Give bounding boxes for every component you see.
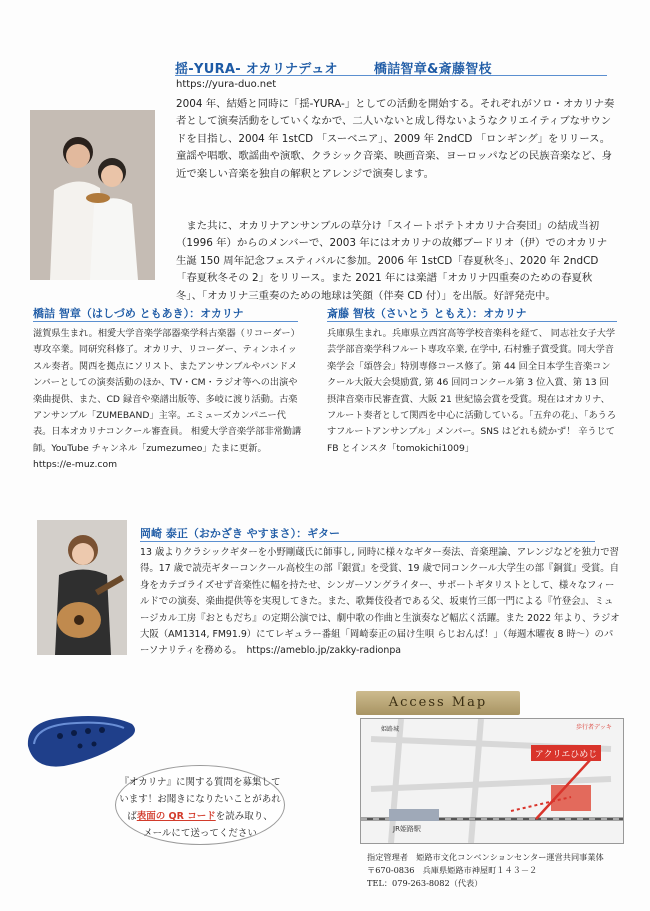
duo-url[interactable]: https://yura-duo.net [176, 79, 277, 90]
question-bubble [115, 765, 285, 845]
member1-divider [33, 321, 298, 322]
bubble-line-1: 『オカリナ』に関する質問を募集して [119, 777, 281, 788]
map-castle-label: 姫路城 [381, 726, 400, 733]
map-station-label: JR姫路駅 [393, 825, 421, 833]
info-manager: 指定管理者 姫路市文化コンベンションセンター運営共同事業体 [367, 852, 604, 862]
map-venue-label: アクリエひめじ [534, 750, 598, 760]
member2-title: 斎藤 智枝（さいとう ともえ）：オカリナ [327, 307, 527, 320]
venue-info [367, 851, 604, 890]
bubble-line-4: メールにて送ってください [143, 828, 257, 839]
intro-para-2: また共に、オカリナアンサンブルの草分け「スイートポテトオカリナ合奏団」の結成当初（1996 年）からのメンバーで、2003 年にはオカリナの故郷ブードリオ（伊）でのオカリナ生誕 150 周年記念フェスティバルに参加。2006 年 1stCD「春夏秋冬」、2020 年 2ndCD「春夏秋冬その 2」をリリース。また 2021 年には楽譜「オカリナ四重奏のための春夏秋冬」、「オカリナ三重奏のための地球は笑顔（伴奏 CD 付）」を出版。好評発売中。 [176, 220, 608, 302]
info-tel: TEL：079-263-8082（代表） [367, 878, 483, 888]
member3-divider [140, 541, 595, 542]
duo-members: 橋詰智章&斎藤智枝 [373, 62, 492, 77]
access-map-title: Access Map [356, 691, 520, 715]
ocarina-illustration [20, 700, 140, 780]
member3-bio: 13 歳よりクラシックギターを小野剛蔵氏に師事し, 同時に様々なギター奏法、音楽理論、アレンジなどを独力で習得。17 歳で読売ギターコンクール高校生の部『銀賞』を受賞、19 歳で同コンクール大学生の部『銅賞』受賞。自身をカテゴライズせず音楽性に幅を持たせ、シンガーソングライター、サポートギタリストとして、様々なフィールドでの演奏、楽曲提供等を実現してきた。また、歌舞伎役者である父、坂東竹三郎一門による『竹登会』、ミュージカル工房『おともだち』の定期公演では、劇中歌の作曲と生演奏など幅広く活躍。また 2022 年より、ラジオ大阪（AM1314, FM91.9）にてレギュラー番組「岡崎泰正の届け生唄 らじおんば！」（毎週木曜夜 8 時～）のパーソナリティを務める。 https://ameblo.jp/zakky-radionpa [140, 547, 620, 657]
info-address: 〒670-0836 兵庫県姫路市神屋町１４３－２ [367, 865, 538, 875]
access-map [360, 718, 624, 844]
bubble-line-3: ば表面の QR コードを読み取り、 [127, 811, 273, 822]
member2-bio: 兵庫県生まれ。兵庫県立西宮高等学校音楽科を経て、 同志社女子大学芸学部音楽学科フルート専攻卒業, 在学中, 石村雅子賞受賞。同大学音楽学会「頌啓会」特別専修コース修了。第 44 回全日本学生音楽コンクール大阪大会奨励賞, 第 46 回同コンクール第 3 位入賞、第 13 回摂津音楽市民審査賞、大阪 21 世紀協会賞を受賞。現在はオカリナ、フルート奏者として関西を中心に活動している。「五弁の花」、「あうろすフルートアンサンブル」メンバー。SNS はどれも続かず！ 辛うじて FB とインスタ「tomokichi1009」 [327, 328, 617, 454]
map-walkway-label: 歩行者デッキ [576, 724, 612, 731]
guitarist-photo [37, 520, 127, 655]
header-divider [175, 75, 607, 76]
bubble-line-2: います！お聞きになりたいことがあれ [119, 794, 281, 805]
member1-bio: 滋賀県生まれ。相愛大学音楽学部器楽学科古楽器（リコーダー）専攻卒業。同研究科修了。オカリナ、リコーダー、ティンホイッスル奏者。関西を拠点にソリスト、またアンサンブルやバンドメンバーとしての演奏活動のほか、TV・CM・ラジオ等への出演や楽曲提供、また、CD 録音や楽譜出版等、多岐に渡り活動。古楽アンサンブル「ZUMEBAND」主宰。エミューズカンパニー代表。日本オカリナコンクール審査員。 相愛大学音楽学部非常勤講師。YouTube チャンネル「zumezumeo」たまに更新。https://e-muz.com [33, 328, 302, 471]
duo-name: 揺-YURA- オカリナデュオ [175, 62, 338, 77]
member1-title: 橋詰 智章（はしづめ ともあき）：オカリナ [33, 307, 244, 320]
duo-photo [30, 110, 155, 280]
member2-divider [327, 321, 617, 322]
intro-para-1: 2004 年、結婚と同時に「揺-YURA-」としての活動を開始する。それぞれがソロ・オカリナ奏者として演奏活動をしていくなかで、二人いないと成し得ないようなクリエイティブなサウンドを目指し、2004 年 1stCD 「スーベニア」、2009 年 2ndCD 「ロンギング」をリリース。童謡や唱歌、歌謡曲や演歌、クラシック音楽、映画音楽、ヨーロッパなどの民族音楽など、身近で楽しい音楽を独自の解釈とアレンジで演奏します。 [176, 98, 615, 180]
member3-title: 岡崎 泰正（おかざき やすまさ）：ギター [140, 527, 341, 540]
qr-code-link[interactable]: 表面の QR コード [136, 811, 216, 822]
